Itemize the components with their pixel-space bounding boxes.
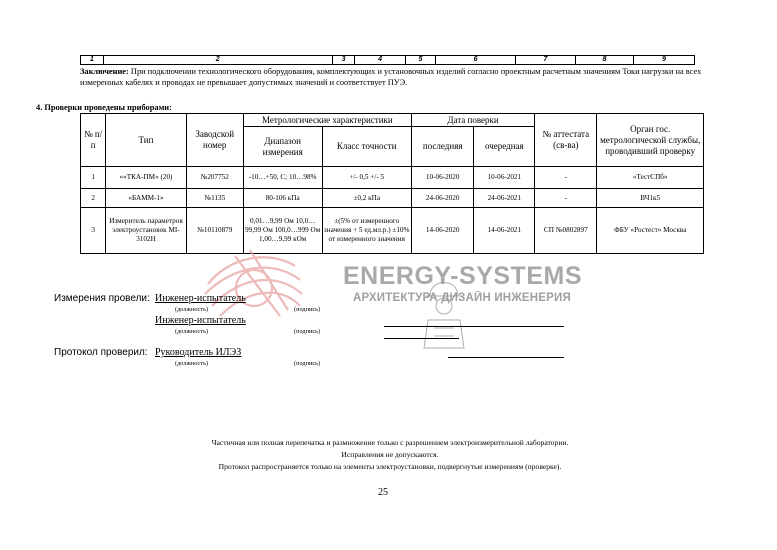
- column-number: 4: [355, 56, 405, 65]
- header-next-date: очередная: [474, 127, 535, 167]
- cell-accuracy: ±0,2 кПа: [322, 189, 411, 208]
- conclusion-label: Заключение:: [80, 67, 129, 76]
- header-verification-date: Дата поверки: [411, 114, 534, 127]
- cell-organization: ВЧ1к5: [597, 189, 704, 208]
- cell-num: 2: [81, 189, 106, 208]
- cell-num: 3: [81, 208, 106, 254]
- footer-line: Частичная или полная перепечатка и размножение только с разрешением электроизмерительной лаборатории.: [211, 438, 569, 447]
- column-number: 6: [436, 56, 516, 65]
- column-number: 9: [633, 56, 694, 65]
- signature-caption: (подпись): [294, 360, 321, 367]
- column-number: 8: [575, 56, 633, 65]
- column-number: 7: [515, 56, 575, 65]
- checked-by-label: Протокол проверил:: [54, 347, 148, 358]
- position-caption: (должность): [175, 360, 209, 367]
- cell-next-date: 24-06-2021: [474, 189, 535, 208]
- conclusion-text: При подключении технологического оборудования, комплектующих и установочных изделий согласно проектным расчетным значениям Токи нагрузки на всех измеренных кабелях и проводах не превышает допустимых значений и соответствует ПУЭ.: [80, 67, 702, 87]
- conclusion-paragraph: [80, 66, 704, 88]
- cell-certificate: СП №0802897: [535, 208, 597, 254]
- signature-line: [384, 326, 564, 327]
- cell-last-date: 14-06-2020: [411, 208, 474, 254]
- cell-accuracy: +/- 0,5 +/- 5: [322, 167, 411, 189]
- signature-caption: (подпись): [294, 328, 321, 335]
- column-number-strip: [80, 55, 695, 65]
- cell-num: 1: [81, 167, 106, 189]
- signature-caption: (подпись): [294, 306, 321, 313]
- cell-range: -10…+50, С; 10…98%: [243, 167, 322, 189]
- devices-table: [80, 113, 704, 254]
- column-number: 3: [332, 56, 355, 65]
- cell-last-date: 24-06-2020: [411, 189, 474, 208]
- signature-line: [384, 338, 459, 339]
- header-last-date: последняя: [411, 127, 474, 167]
- section-title: 4. Проверки проведены приборами:: [36, 103, 172, 112]
- cell-serial: №207752: [186, 167, 243, 189]
- head-position: Руководитель ИЛЭЗ: [155, 347, 242, 358]
- cell-organization: «ТестСПб»: [597, 167, 704, 189]
- watermark-swoosh: [205, 250, 302, 316]
- cell-certificate: -: [535, 189, 597, 208]
- footer-line: Исправления не допускаются.: [341, 450, 439, 459]
- footer-notes: [120, 437, 660, 473]
- table-row: [81, 167, 704, 189]
- measured-by-label: Измерения провели:: [54, 293, 150, 304]
- engineer-1-position: Инженер-испытатель: [155, 293, 246, 304]
- cell-next-date: 10-06-2021: [474, 167, 535, 189]
- cell-type: ««ТКА-ПМ» (20): [106, 167, 186, 189]
- position-caption: (должность): [175, 306, 209, 313]
- cell-next-date: 14-06-2021: [474, 208, 535, 254]
- footer-line: Протокол распространяется только на элементы электроустановки, подвергнутые измерениям (проверке).: [218, 462, 562, 471]
- cell-last-date: 10-06-2020: [411, 167, 474, 189]
- engineer-2-position: Инженер-испытатель: [155, 315, 246, 326]
- cell-serial: №10110879: [186, 208, 243, 254]
- signature-line: [448, 357, 564, 358]
- cell-serial: №1135: [186, 189, 243, 208]
- header-accuracy: Класс точности: [322, 127, 411, 167]
- position-caption: (должность): [175, 328, 209, 335]
- cell-range: 0,01…9,99 Ом 10,0…99,99 Ом 100,0…999 Ом 1,00…9,99 кОм: [243, 208, 322, 254]
- header-type: Тип: [106, 114, 186, 167]
- header-serial: Заводской номер: [186, 114, 243, 167]
- column-number: 2: [103, 56, 332, 65]
- cell-accuracy: ±(5% от измеренного значения + 5 ед.мл.р.) ±10% от измеренного значения: [322, 208, 411, 254]
- header-metrology: Метрологические характеристики: [243, 114, 411, 127]
- table-row: [81, 189, 704, 208]
- header-organization: Орган гос. метрологической службы, проводивший проверку: [597, 114, 704, 167]
- cell-range: 80-106 кПа: [243, 189, 322, 208]
- cell-organization: ФБУ «Ростест» Москва: [597, 208, 704, 254]
- header-certificate: № аттестата (св-ва): [535, 114, 597, 167]
- header-range: Диапазон измерения: [243, 127, 322, 167]
- table-row: [81, 208, 704, 254]
- cell-certificate: -: [535, 167, 597, 189]
- watermark-title: ENERGY-SYSTEMS: [343, 262, 582, 290]
- column-number: 5: [405, 56, 436, 65]
- page-number: 25: [378, 487, 388, 498]
- watermark-subtitle: АРХИТЕКТУРА ДИЗАЙН ИНЖЕНЕРИЯ: [353, 292, 571, 304]
- cell-type: Измеритель параметров электроустановок MI-3102H: [106, 208, 186, 254]
- column-number: 1: [81, 56, 104, 65]
- header-num: № п/п: [81, 114, 106, 167]
- cell-type: «БАММ-1»: [106, 189, 186, 208]
